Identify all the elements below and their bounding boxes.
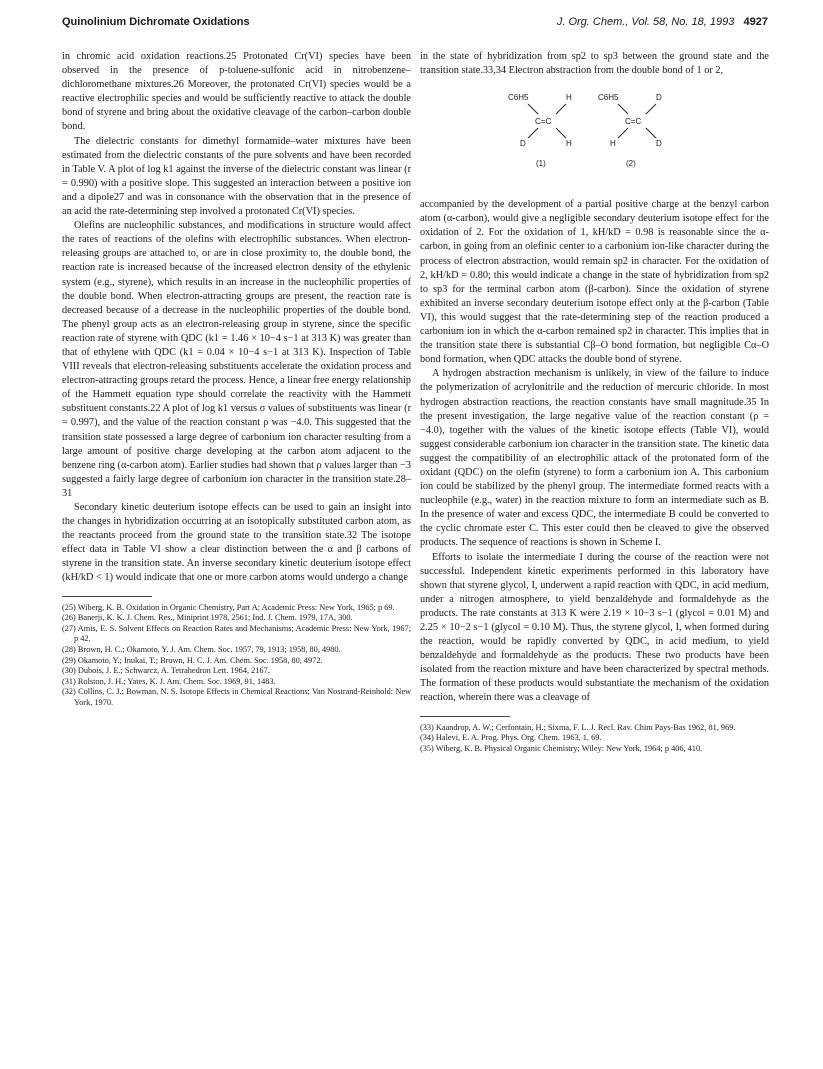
left-paragraph-1: in chromic acid oxidation reactions.25 Protonated Cr(VI) species have been observed in the presence of p-toluene-sulfonic acid in nitrobenzene–dichloromethane mixtures.26 Moreover, the protonated Cr(VI) species would be a reactive electrophilic species and would be sufficiently reactive to attack the double bond of styrene and bring about the oxidative cleavage of the carbon–carbon double bond.: [62, 51, 411, 133]
h-label-top-1: H: [566, 93, 572, 103]
h-label-bottom-1: H: [566, 139, 572, 149]
running-title: Quinolinium Dichromate Oxidations: [62, 16, 250, 28]
left-paragraph-4: Secondary kinetic deuterium isotope effects can be used to gain an insight into the changes in hybridization occurring at an isotopically substituted carbon atom, as the reactants proceed from the ground state to the transition state.32 The isotope effect data in Table VI show a clear distinction between the α and β carbons of styrene in the transition state. An inverse secondary kinetic deuterium isotope effect (kH/kD < 1) would indicate that one or more carbon atoms would undergo a change: [62, 502, 411, 584]
h-label-bottom-2: H: [610, 139, 616, 149]
right-column: [420, 50, 769, 754]
bond-line: [528, 128, 538, 138]
phenyl-label-1: C6H5: [508, 93, 529, 103]
footnote: (33) Kaandrop, A. W.; Cerfontain, H.; Sixma, F. L. J. Recl. Rav. Chim Pays-Bas 1962, 81, 969.: [420, 722, 736, 732]
bond-line: [646, 104, 656, 114]
left-paragraph-3: Olefins are nucleophilic substances, and modifications in structure would affect the rates of reactions of the olefins with electrophilic substances. When electron-releasing groups are attached to, or are in close proximity to, the double bond, the reaction rate is increased because of the increased electron density of the ethylenic system (e.g., styrene), which results in an increase in the nucleophilic properties of the double bond. When electron-attracting groups are present, the reaction rate is decreased because of a decrease in the nucleophilic properties of the double bond. The phenyl group acts as an electron-releasing group in styrene, since the specific reaction rate of styrene with QDC (k1 = 1.46 × 10−4 s−1 at 313 K) was greater than that of ethylene with QDC (k1 = 0.04 × 10−4 s−1 at 313 K). Inspection of Table VIII reveals that electron-releasing substituents accelerate the oxidation process and electron-attracting groups retard the process. Hence, a linear free energy relationship of the Hammett equation type should correlate the reactivity with the Hammett substituent constants.22 A plot of log k1 versus σ values of substituents was linear (r = 0.997), and the value of the reaction constant ρ was −4.0. This suggested that the transition state possessed a large degree of carbonium ion character resulting from a large amount of positive charge developing at the carbon atom adjacent to the benzene ring (α-carbon atom). Earlier studies had shown that ρ values larger than −3 suggested a fairly large degree of carbonium ion character in the transition state.28–31: [62, 220, 411, 499]
footnote: (34) Halevi, E. A. Prog. Phys. Org. Chem. 1963, 1, 69.: [420, 733, 602, 743]
journal-name: J. Org. Chem., Vol. 58, No. 18, 1993: [556, 16, 735, 28]
footnote: (26) Banerji, K. K. J. Chem. Res., Miniprint 1978, 2561; Ind. J. Chem. 1979, 17A, 300.: [62, 613, 353, 623]
page-number: 4927: [743, 16, 768, 28]
d-label-bottom-1: D: [520, 139, 526, 149]
footnote: (35) Wiberg, K. B. Physical Organic Chemistry; Wiley: New York, 1964; p 406, 410.: [420, 743, 703, 753]
footnote: (25) Wiberg, K. B. Oxidation in Organic Chemistry, Part A; Academic Press: New York, 1965; p 69.: [62, 602, 395, 612]
double-bond-label-2: C=C: [625, 117, 642, 127]
footnote-divider: [420, 716, 510, 717]
journal-citation: [557, 16, 768, 28]
right-footnotes: [420, 723, 769, 755]
double-bond-label-1: C=C: [535, 117, 552, 127]
footnote: (31) Rolston, J. H.; Yates, K. J. Am. Chem. Soc. 1969, 91, 1483.: [62, 676, 276, 686]
compound-label-2: (2): [626, 159, 636, 169]
left-column: [62, 50, 411, 709]
footnote: (28) Brown, H. C.; Okamoto, Y. J. Am. Chem. Soc. 1957, 79, 1913; 1958, 80, 4980.: [62, 644, 341, 654]
structure-scheme: [420, 82, 769, 192]
right-paragraph-2: accompanied by the development of a partial positive charge at the benzyl carbon atom (α-carbon), would give a negligible secondary deuterium isotope effect for the oxidation of 2. For the oxidation of 1, kH/kD = 0.98 is reasonable since the α-carbon, in going from an olefinic center to a carbonium ion-like character during the process of electron abstraction, would remain sp2 in character. For the oxidation of 2, kH/kD = 0.80; this would indicate a change in the state of hybridization from sp2 to sp3 for the terminal carbon atom (β-carbon). Since the oxidation of styrene exhibited an inverse secondary deuterium isotope effect only at the β-carbon (Table VI), this would suggest that the rate-determining step of the reaction produced a carbonium ion in which the α-carbon remained sp2 in character. This implies that in the transition state there is substantial Cβ–O bond formation, but negligible Cα–O bond formation, when QDC attacks the double bond of styrene.: [420, 199, 769, 366]
d-label-top-2: D: [656, 93, 662, 103]
bond-line: [618, 104, 628, 114]
left-footnotes: [62, 603, 411, 709]
bond-line: [528, 104, 538, 114]
right-paragraph-4: Efforts to isolate the intermediate I during the course of the reaction were not successful. Independent kinetic experiments performed in this laboratory have shown that styrene glycol, I, underwent a rapid reaction with QDC, in acid medium, under a nitrogen atmosphere, to yield benzaldehyde and formaldehyde as the products. The rate constants at 313 K were 2.19 × 10−3 s−1 (glycol = 0.01 M) and 2.25 × 10−2 s−1 (glycol = 0.10 M). Thus, the styrene glycol, I, when formed during the reaction, would be rapidly converted by QDC, in acid medium, to yield benzaldehyde and formaldehyde as the products. These two products have been isolated from the reaction mixture and have been characterized by spectral methods. The formation of these products would substantiate the mechanism of the oxidation reaction, wherein there was a cleavage of: [420, 551, 769, 704]
bond-line: [646, 128, 656, 138]
footnote: (32) Collins, C. J.; Bowman, N. S. Isotope Effects in Chemical Reactions; Van Nostrand-Reinhold: New York, 1970.: [62, 687, 411, 707]
structures-1-and-2: [420, 82, 769, 192]
footnote-divider: [62, 596, 152, 597]
phenyl-label-2: C6H5: [598, 93, 619, 103]
bond-line: [556, 104, 566, 114]
footnote: (29) Okamoto, Y.; Inukai, T.; Brown, H. C. J. Am. Chem. Soc. 1958, 80, 4972.: [62, 655, 323, 665]
right-paragraph-3: A hydrogen abstraction mechanism is unlikely, in view of the failure to induce the polymerization of acrylonitrile and the reduction of mercuric chloride. In most hydrogen abstraction reactions, the reaction constants have small magnitude.35 In the present investigation, the large negative value of the reaction constant (ρ = −4.0), together with the values of the kinetic isotope effects (Table VI), would suggest considerable carbonium ion character in the transition state. The kinetic data suggest the compatibility of an electrophilic attack of the protonated form of the oxidant (QDC) on the olefin (styrene) to form a carbonium ion A. This carbonium ion could be stabilized by the phenyl group. The intermediate formed reacts with a nucleophile (e.g., water) in the reaction mixture to form an intermediate such as B. In the presence of water and excess QDC, the intermediate B could be converted to the cyclic chromate ester C. This ester could then be cleaved to give the observed products. The sequence of reactions is shown in Scheme I.: [420, 368, 769, 549]
left-paragraph-2: The dielectric constants for dimethyl formamide–water mixtures have been estimated from the dielectric constants of the pure solvents and have been recorded in Table V. A plot of log k1 against the inverse of the dielectric constant was linear (r = 0.990) with a positive slope. This suggested an interaction between a positive ion and a dipole27 and was in consonance with the observation that in the presence of an acid the rate-determining step involved a protonated Cr(VI) species.: [62, 135, 411, 218]
running-header: [62, 16, 768, 34]
bond-line: [618, 128, 628, 138]
bond-line: [556, 128, 566, 138]
compound-label-1: (1): [536, 159, 546, 169]
d-label-bottom-2: D: [656, 139, 662, 149]
right-paragraph-1: in the state of hybridization from sp2 to sp3 between the ground state and the transition state.33,34 Electron abstraction from the double bond of 1 or 2,: [420, 51, 769, 77]
footnote: (27) Amis, E. S. Solvent Effects on Reaction Rates and Mechanisms; Academic Press: New York, 1967; p 42.: [62, 623, 411, 644]
footnote: (30) Dubois, J. E.; Schwarcz, A. Tetrahedron Lett. 1964, 2167.: [62, 666, 270, 676]
